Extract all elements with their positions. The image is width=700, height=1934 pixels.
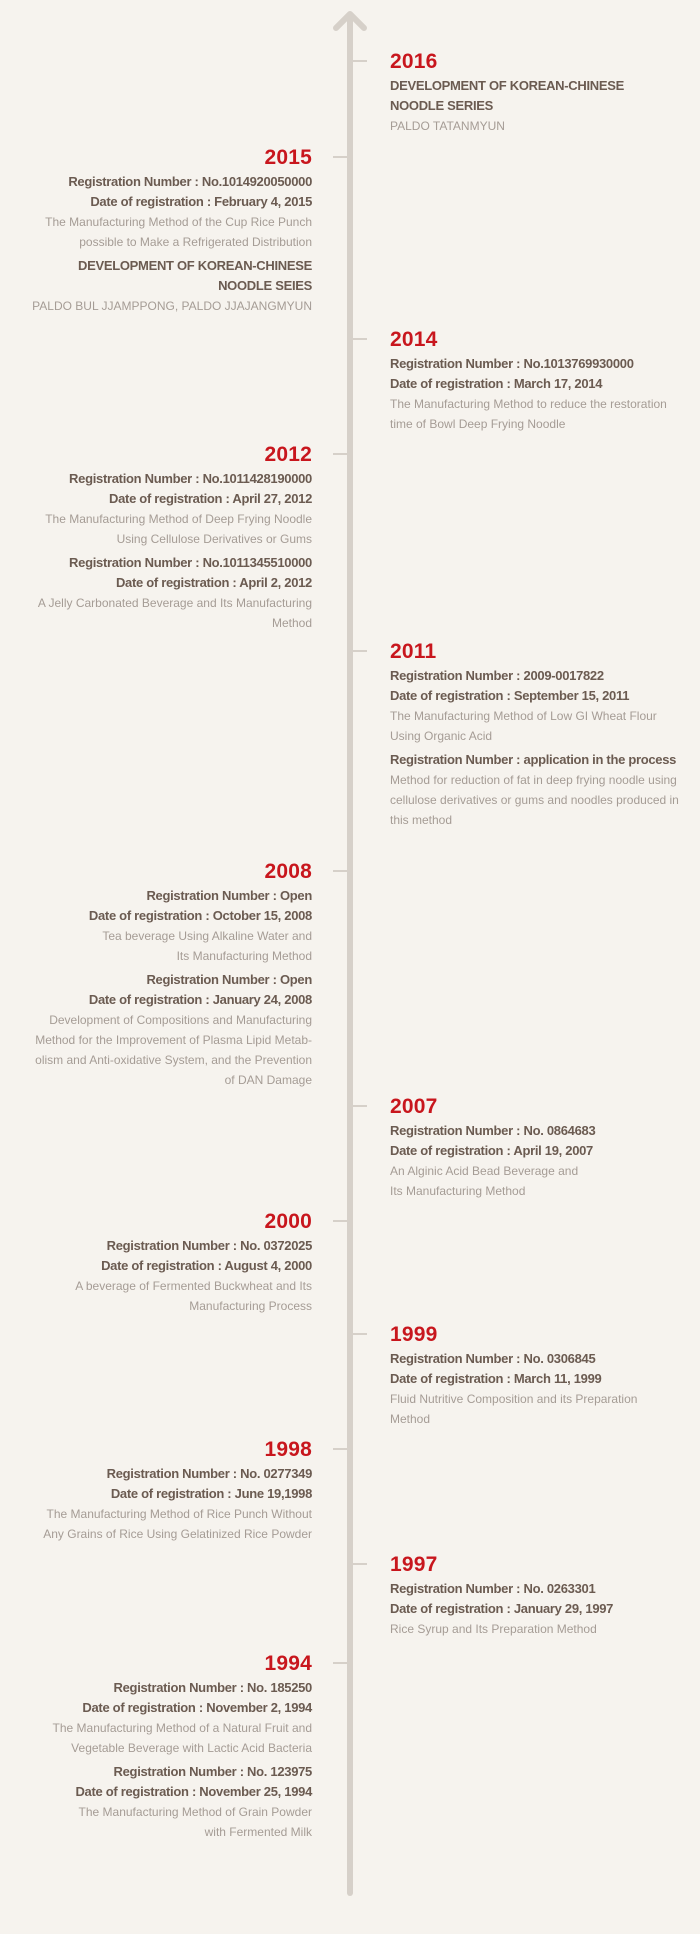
timeline-tick [353,1563,367,1565]
timeline-entry-2014 [390,328,700,438]
patent-description: The Manufacturing Method to reduce the restoration time of Bowl Deep Frying Noodle [390,397,667,431]
timeline-axis [347,14,353,1896]
patent-item [390,750,700,830]
timeline-entry-2015 [0,146,312,318]
timeline-entry-1994 [12,1652,312,1846]
patent-item [12,1762,312,1842]
timeline-tick [353,650,367,652]
patent-item [12,1464,312,1544]
timeline-entry-1998 [12,1438,312,1548]
registration-date: Date of registration : March 11, 1999 [390,1371,602,1386]
development-heading: DEVELOPMENT OF KOREAN-CHINESE NOODLE SEIES [78,258,312,293]
timeline-entry-1997 [390,1553,700,1643]
registration-number: Registration Number : No. 0864683 [390,1123,596,1138]
timeline-tick [353,1333,367,1335]
timeline-tick [353,60,367,62]
registration-date: Date of registration : September 15, 2011 [390,688,630,703]
patent-item [390,1121,700,1201]
registration-date: Date of registration : November 2, 1994 [82,1700,312,1715]
product-names: PALDO BUL JJAMPPONG, PALDO JJAJANGMYUN [32,299,312,313]
timeline-entry-2012 [12,443,312,637]
patent-description: An Alginic Acid Bead Beverage and Its Manufacturing Method [390,1164,579,1198]
timeline-tick [333,156,347,158]
registration-number: Registration Number : No. 123975 [113,1764,312,1779]
patent-description: The Manufacturing Method of Grain Powder with Fermented Milk [78,1805,312,1839]
registration-date: Date of registration : January 24, 2008 [88,992,312,1007]
patent-description: The Manufacturing Method of Deep Frying Noodle Using Cellulose Derivatives or Gums [45,512,312,546]
patent-description: Development of Compositions and Manufacturing Method for the Improvement of Plasma Lipid Metab- olism and Anti-oxidative System, and the Prevention of DAN Damage [35,1013,312,1087]
patent-item [12,970,312,1090]
patent-item [390,354,700,434]
patent-description: The Manufacturing Method of the Cup Rice Punch possible to Make a Refrigerated Distribution [45,215,312,249]
patent-description: Rice Syrup and Its Preparation Method [390,1622,597,1636]
timeline-tick [353,1105,367,1107]
registration-number: Registration Number : No.1011428190000 [69,471,312,486]
year-label: 2015 [264,146,312,169]
patent-item [390,76,690,136]
patent-item [390,1349,700,1429]
timeline-tick [333,1220,347,1222]
timeline-tick [333,870,347,872]
patent-description: Tea beverage Using Alkaline Water and Its Manufacturing Method [102,929,312,963]
registration-date: Date of registration : January 29, 1997 [390,1601,614,1616]
registration-date: Date of registration : April 2, 2012 [115,575,312,590]
patent-item [12,469,312,549]
registration-number: Registration Number : 2009-0017822 [390,668,604,683]
year-label: 2014 [390,328,438,351]
patent-item [12,886,312,966]
patent-item [12,1236,312,1316]
timeline-entry-2008 [12,860,312,1094]
registration-date: Date of registration : April 27, 2012 [109,491,312,506]
registration-date: Date of registration : February 4, 2015 [90,194,312,209]
timeline-entry-2016 [390,50,690,138]
registration-number: Registration Number : No.1011345510000 [69,555,312,570]
timeline-tick [333,453,347,455]
registration-number: Registration Number : No. 185250 [113,1680,312,1695]
registration-number: Registration Number : No. 0372025 [106,1238,312,1253]
patent-item [12,553,312,633]
patent-description: A beverage of Fermented Buckwheat and Its Manufacturing Process [75,1279,312,1313]
patent-description: The Manufacturing Method of Rice Punch Without Any Grains of Rice Using Gelatinized Rice Powder [43,1507,312,1541]
patent-description: The Manufacturing Method of a Natural Fruit and Vegetable Beverage with Lactic Acid Bacteria [52,1721,312,1755]
year-label: 1999 [390,1323,438,1346]
patent-description: The Manufacturing Method of Low GI Wheat Flour Using Organic Acid [390,709,657,743]
timeline-entry-2011 [390,640,700,834]
timeline-entry-2007 [390,1095,700,1205]
patent-description: Fluid Nutritive Composition and its Preparation Method [390,1392,638,1426]
registration-date: Date of registration : November 25, 1994 [75,1784,312,1799]
year-label: 2012 [264,443,312,466]
year-label: 2011 [390,640,437,663]
development-heading: DEVELOPMENT OF KOREAN-CHINESE NOODLE SERIES [390,78,624,113]
patent-item [390,1579,700,1639]
registration-date: Date of registration : August 4, 2000 [101,1258,312,1273]
registration-number: Registration Number : application in the process [390,752,677,767]
year-label: 2016 [390,50,438,73]
registration-number: Registration Number : Open [146,972,312,987]
year-label: 2008 [264,860,312,883]
year-label: 2000 [264,1210,312,1233]
timeline-entry-2000 [12,1210,312,1320]
arrow-up-icon [333,6,367,32]
timeline-tick [333,1662,347,1664]
registration-number: Registration Number : No. 0306845 [390,1351,596,1366]
registration-number: Registration Number : No.1013769930000 [390,356,634,371]
patent-item [0,256,312,316]
registration-number: Registration Number : Open [146,888,312,903]
registration-date: Date of registration : June 19,1998 [110,1486,312,1501]
year-label: 2007 [390,1095,438,1118]
year-label: 1997 [390,1553,438,1576]
registration-date: Date of registration : April 19, 2007 [390,1143,593,1158]
registration-date: Date of registration : October 15, 2008 [88,908,312,923]
patent-item [390,666,700,746]
registration-number: Registration Number : No. 0277349 [106,1466,312,1481]
patent-item [0,172,312,252]
registration-date: Date of registration : March 17, 2014 [390,376,603,391]
patent-description: Method for reduction of fat in deep frying noodle using cellulose derivatives or gums and noodles produced in this method [390,773,679,827]
product-names: PALDO TATANMYUN [390,119,505,133]
registration-number: Registration Number : No. 0263301 [390,1581,596,1596]
patent-item [12,1678,312,1758]
timeline-tick [333,1448,347,1450]
patent-description: A Jelly Carbonated Beverage and Its Manufacturing Method [37,596,312,630]
registration-number: Registration Number : No.1014920050000 [68,174,312,189]
year-label: 1998 [264,1438,312,1461]
year-label: 1994 [264,1652,312,1675]
timeline-tick [353,338,367,340]
timeline-entry-1999 [390,1323,700,1433]
